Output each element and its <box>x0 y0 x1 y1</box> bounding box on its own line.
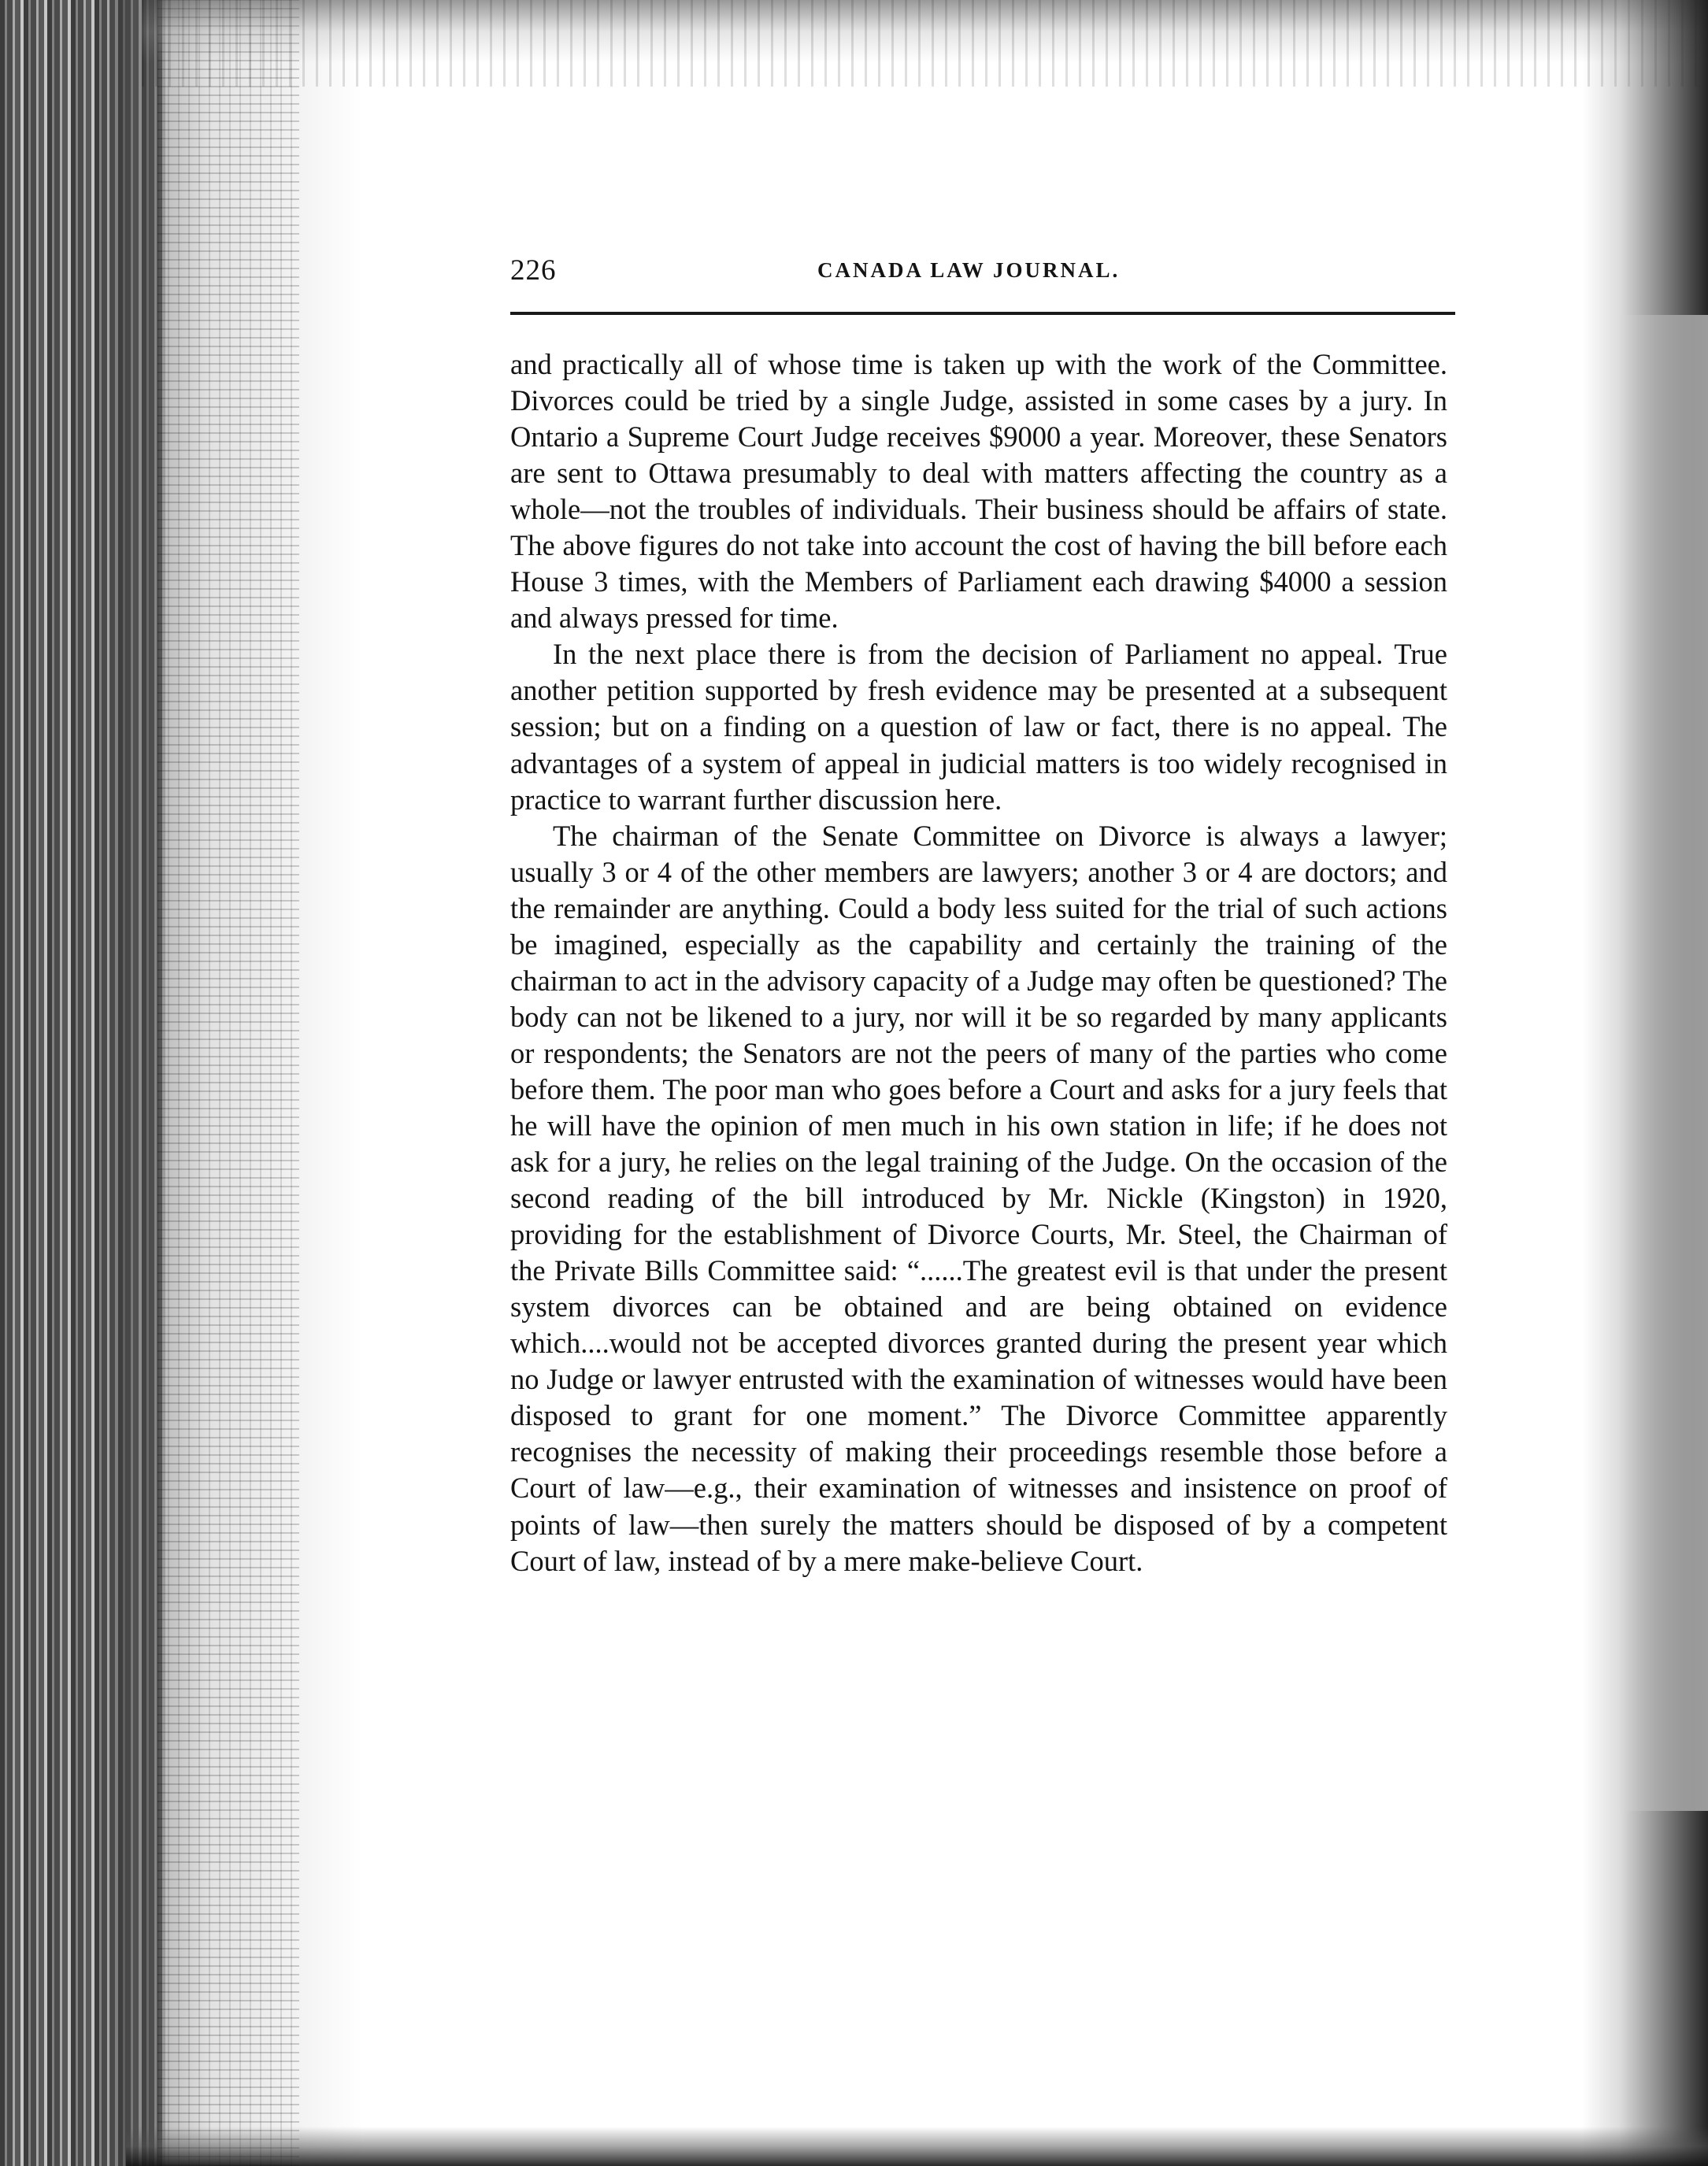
paragraph-1: and practically all of whose time is taken up with the work of the Committee. Divorces could be tried by a single Judge, assisted in some cases by a jury. In Ontario a Supreme Court Judge receives $9000 a year. Moreover, these Senators are sent to Ottawa presumably to deal with matters affecting the country as a whole—not the troubles of individuals. Their business should be affairs of state. The above figures do not take into account the cost of having the bill before each House 3 times, with the Members of Parliament each drawing $4000 a session and always pressed for time. <box>510 348 1447 635</box>
header-rule <box>510 312 1455 315</box>
page-number: 226 <box>510 254 557 287</box>
scan-speckle-top <box>142 0 1708 87</box>
body-text <box>510 346 1447 1579</box>
paragraph-3: The chairman of the Senate Committee on Divorce is always a lawyer; usually 3 or 4 of the other members are lawyers; another 3 or 4 are doctors; and the remainder are anything. Could a body less suited for the trial of such actions be imagined, especially as the capability and certainly the training of the chairman to act in the advisory capacity of a Judge may often be questioned? The body can not be likened to a jury, nor will it be so regarded by many applicants or respondents; the Senators are not the peers of many of the parties who come before them. The poor man who goes before a Court and asks for a jury feels that he will have the opinion of men much in his own station in life; if he does not ask for a jury, he relies on the legal training of the Judge. On the occasion of the second reading of the bill introduced by Mr. Nickle (Kingston) in 1920, providing for the establishment of Divorce Courts, Mr. Steel, the Chairman of the Private Bills Committee said: “......The greatest evil is that under the present system divorces can be obtained and are being obtained on evidence which....would not be accepted divorces granted during the present year which no Judge or lawyer entrusted with the examination of witnesses would have been disposed to grant for one moment.” The Divorce Committee apparently recognises the necessity of making their proceedings resemble those before a Court of law—e.g., their examination of witnesses and insistence on proof of points of law—then surely the matters should be disposed of by a competent Court of law, instead of by a mere make-believe Court. <box>510 819 1447 1577</box>
scan-shadow-bottom <box>126 2127 1708 2166</box>
journal-title: CANADA LAW JOURNAL. <box>817 258 1121 282</box>
scan-highlight-right <box>1621 315 1708 1811</box>
scan-speckle-left <box>157 0 299 2166</box>
paragraph-2: In the next place there is from the decision of Parliament no appeal. True another petition supported by fresh evidence may be presented at a subsequent session; but on a finding on a question of law or fact, there is no appeal. The advantages of a system of appeal in judicial matters is too widely recognised in practice to warrant further discussion here. <box>510 638 1447 816</box>
running-head <box>510 254 1433 301</box>
